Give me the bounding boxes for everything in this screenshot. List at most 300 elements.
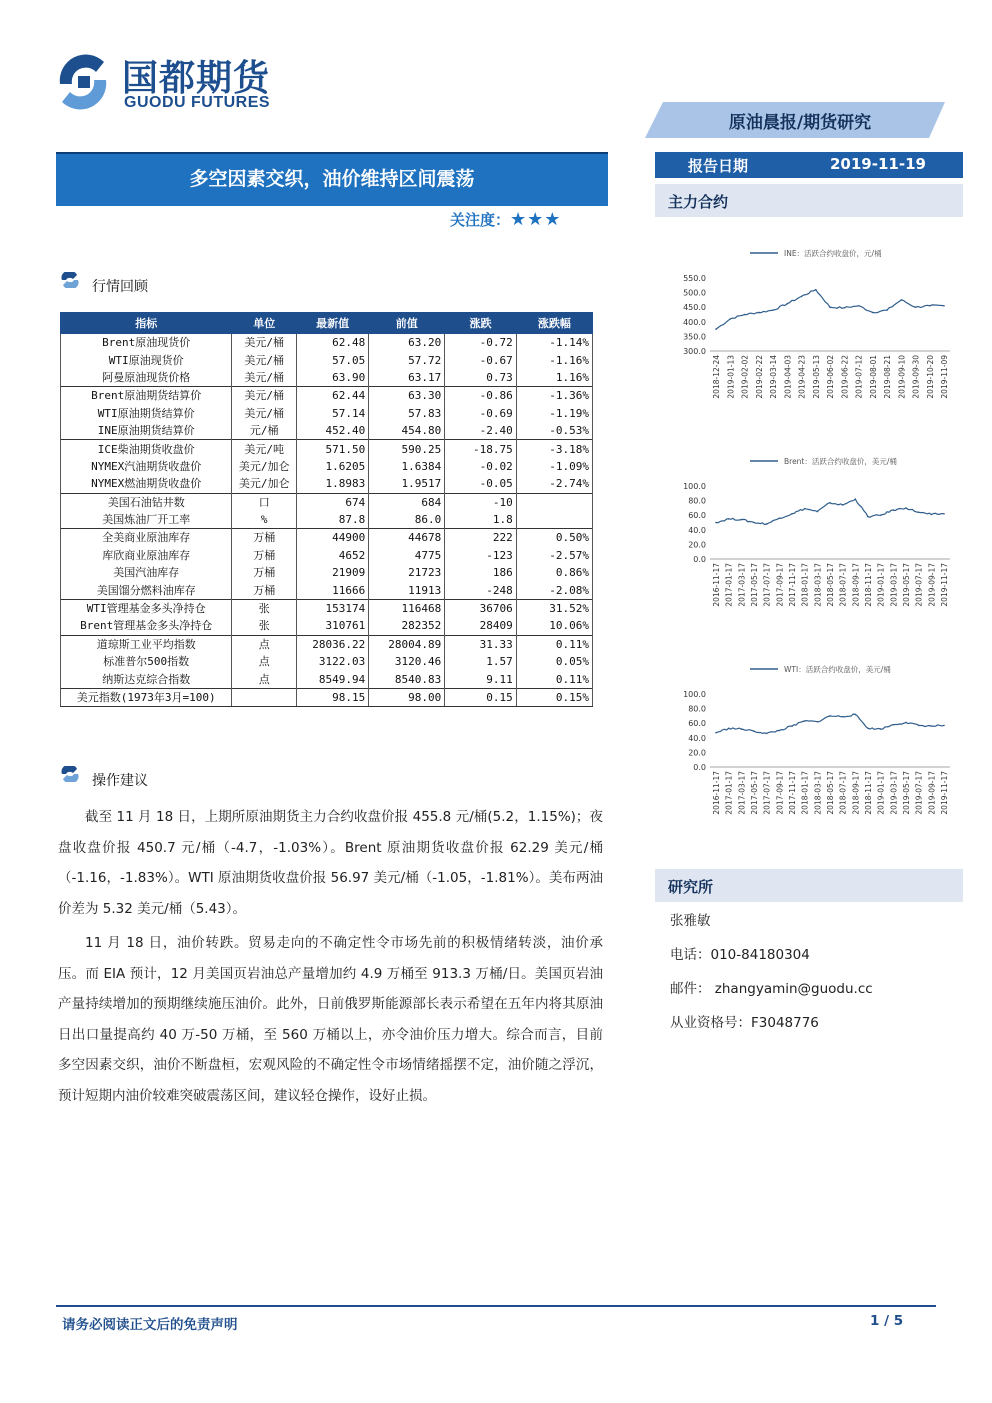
x-tick-label: 2018-07-17	[838, 563, 848, 607]
y-tick-label: 450.0	[683, 303, 706, 313]
logo-chinese-name: 国都期货	[122, 58, 271, 99]
x-tick-label: 2019-08-21	[883, 355, 892, 399]
table-cell: 36706	[445, 599, 516, 617]
report-date-label: 报告日期	[688, 157, 749, 175]
data-point	[766, 733, 768, 735]
analyst-name: 张雅敏	[670, 913, 711, 929]
y-tick-label: 400.0	[683, 317, 706, 327]
table-row	[61, 440, 593, 458]
x-tick-label: 2019-08-01	[868, 355, 878, 399]
page-number: 1 / 5	[870, 1313, 904, 1329]
x-tick-label: 2019-03-14	[769, 355, 778, 399]
table-header: 涨跌幅	[516, 313, 592, 334]
table-row	[61, 529, 593, 547]
data-point	[893, 724, 895, 726]
data-point	[766, 523, 768, 525]
table-cell: -2.74%	[516, 475, 592, 493]
y-tick-label: 500.0	[683, 288, 706, 298]
table-cell: 4652	[297, 547, 369, 564]
y-tick-label: 0.0	[693, 555, 706, 564]
table-cell: 63.17	[369, 369, 445, 387]
data-point	[880, 514, 882, 516]
data-point	[867, 728, 869, 730]
table-cell	[516, 511, 592, 529]
table-cell: 310761	[297, 617, 369, 635]
table-cell: 美国石油钻井数	[61, 493, 232, 511]
data-point	[715, 732, 717, 734]
star-rating-icon: ★★★	[510, 209, 562, 230]
x-tick-label: 2018-01-17	[800, 563, 810, 607]
table-cell: -18.75	[445, 440, 516, 458]
table-cell: 美元/桶	[232, 351, 297, 368]
x-tick-label: 2017-11-17	[788, 771, 797, 815]
x-tick-label: 2019-03-17	[889, 563, 899, 607]
table-cell: 库欣商业原油库存	[61, 547, 232, 564]
table-header: 前值	[369, 313, 445, 334]
table-cell: 万桶	[232, 547, 297, 564]
table-cell: Brent管理基金多头净持仓	[61, 617, 232, 635]
table-row	[61, 458, 593, 475]
analyst-phone: 电话：010-84180304	[670, 947, 810, 963]
table-cell: 44900	[297, 529, 369, 547]
table-cell: 8549.94	[297, 670, 369, 688]
x-tick-label: 2019-11-17	[940, 771, 949, 815]
x-tick-label: 2019-06-22	[840, 355, 850, 399]
data-point	[842, 716, 844, 718]
table-row	[61, 334, 593, 352]
footer-disclaimer: 请务必阅读正文后的免责声明	[62, 1317, 238, 1333]
table-row	[61, 653, 593, 670]
table-row	[61, 351, 593, 368]
y-tick-label: 20.0	[688, 540, 706, 550]
x-tick-label: 2017-11-17	[788, 563, 797, 607]
table-cell: 21909	[297, 564, 369, 581]
table-cell: 116468	[369, 599, 445, 617]
table-cell: 28036.22	[297, 635, 369, 653]
data-point	[815, 289, 817, 291]
logo-english-name: GUODU FUTURES	[124, 94, 271, 111]
table-cell: 57.83	[369, 405, 445, 422]
table-cell: -0.69	[445, 405, 516, 422]
data-point	[855, 498, 857, 500]
table-row	[61, 422, 593, 440]
data-point	[779, 517, 781, 519]
table-cell: 点	[232, 635, 297, 653]
table-cell: 1.16%	[516, 369, 592, 387]
table-cell: -2.40	[445, 422, 516, 440]
data-point	[829, 306, 831, 308]
data-point	[918, 725, 920, 727]
x-tick-label: 2019-02-22	[754, 355, 764, 399]
table-cell: -1.19%	[516, 405, 592, 422]
data-point	[829, 502, 831, 504]
brent-price-chart	[660, 448, 960, 628]
table-cell: -0.72	[445, 334, 516, 352]
table-cell: 元/桶	[232, 422, 297, 440]
table-cell: 阿曼原油现货价格	[61, 369, 232, 387]
table-row	[61, 617, 593, 635]
table-cell: 万桶	[232, 581, 297, 599]
data-point	[886, 309, 888, 311]
table-cell: 62.48	[297, 334, 369, 352]
data-point	[786, 303, 788, 305]
data-point	[741, 728, 743, 730]
y-tick-label: 40.0	[688, 733, 706, 743]
table-cell: 63.90	[297, 369, 369, 387]
table-header: 指标	[61, 313, 232, 334]
table-cell: 美元/桶	[232, 369, 297, 387]
data-point	[905, 722, 907, 724]
x-tick-label: 2017-01-17	[724, 771, 734, 815]
x-tick-label: 2018-07-17	[838, 771, 848, 815]
x-tick-label: 2017-03-17	[737, 771, 747, 815]
table-cell: 0.15%	[516, 688, 592, 706]
table-cell: 美元/桶	[232, 405, 297, 422]
table-cell: 98.00	[369, 688, 445, 706]
table-cell: 11913	[369, 581, 445, 599]
table-cell: 57.72	[369, 351, 445, 368]
legend-label: Brent：活跃合约收盘价，美元/桶	[784, 457, 897, 466]
x-tick-label: 2018-09-17	[851, 771, 861, 815]
table-row	[61, 511, 593, 529]
main-contract-title: 主力合约	[668, 193, 729, 211]
x-tick-label: 2019-10-20	[925, 355, 935, 399]
table-cell: 62.44	[297, 387, 369, 405]
table-row	[61, 564, 593, 581]
table-cell: 63.30	[369, 387, 445, 405]
x-tick-label: 2019-05-13	[811, 355, 821, 399]
data-point	[943, 305, 945, 307]
table-cell: -1.09%	[516, 458, 592, 475]
data-point	[905, 507, 907, 509]
table-row	[61, 405, 593, 422]
x-tick-label: 2019-01-17	[876, 771, 886, 815]
y-tick-label: 350.0	[683, 332, 706, 342]
table-cell: -1.14%	[516, 334, 592, 352]
table-cell: 63.20	[369, 334, 445, 352]
table-cell: 28409	[445, 617, 516, 635]
data-point	[791, 513, 793, 515]
table-cell: 0.05%	[516, 653, 592, 670]
y-tick-label: 40.0	[688, 525, 706, 535]
footer-rule	[56, 1305, 936, 1307]
table-row	[61, 599, 593, 617]
x-tick-label: 2018-05-17	[826, 563, 835, 607]
table-cell: 1.8	[445, 511, 516, 529]
legend-label: INE：活跃合约收盘价，元/桶	[784, 249, 882, 258]
data-point	[867, 516, 869, 518]
table-cell: 0.11%	[516, 670, 592, 688]
table-cell: 点	[232, 670, 297, 688]
x-tick-label: 2018-01-17	[800, 771, 810, 815]
table-cell: 87.8	[297, 511, 369, 529]
table-cell: 674	[297, 493, 369, 511]
data-point	[893, 509, 895, 511]
data-point	[872, 312, 874, 314]
table-cell: 684	[369, 493, 445, 511]
data-point	[900, 299, 902, 301]
data-point	[915, 306, 917, 308]
table-cell: -0.86	[445, 387, 516, 405]
x-tick-label: 2019-03-17	[889, 771, 899, 815]
table-cell: 282352	[369, 617, 445, 635]
table-cell: Brent原油期货结算价	[61, 387, 232, 405]
y-tick-label: 100.0	[683, 482, 706, 491]
table-cell: 86.0	[369, 511, 445, 529]
table-cell: 万桶	[232, 529, 297, 547]
table-cell: 98.15	[297, 688, 369, 706]
table-cell: 全美商业原油库存	[61, 529, 232, 547]
data-point	[729, 318, 731, 320]
table-cell: -3.18%	[516, 440, 592, 458]
y-tick-label: 60.0	[688, 511, 706, 521]
table-cell: WTI原油期货结算价	[61, 405, 232, 422]
table-cell: 美国馏分燃料油库存	[61, 581, 232, 599]
data-point	[779, 730, 781, 732]
wti-price-chart	[660, 656, 960, 836]
data-point	[829, 715, 831, 717]
table-cell: 美国汽油库存	[61, 564, 232, 581]
table-cell: 3120.46	[369, 653, 445, 670]
market-data-table	[60, 312, 593, 707]
table-cell: 11666	[297, 581, 369, 599]
x-tick-label: 2019-05-17	[902, 771, 911, 815]
table-cell: 美国炼油厂开工率	[61, 511, 232, 529]
table-cell: 点	[232, 653, 297, 670]
data-point	[728, 518, 730, 520]
x-tick-label: 2019-01-13	[726, 355, 736, 399]
y-tick-label: 300.0	[683, 347, 706, 356]
table-cell: 186	[445, 564, 516, 581]
x-tick-label: 2018-11-17	[864, 771, 873, 815]
table-cell: -248	[445, 581, 516, 599]
table-row	[61, 387, 593, 405]
table-cell: 美元指数(1973年3月=100)	[61, 688, 232, 706]
section-bullet-icon	[60, 272, 80, 288]
table-row	[61, 688, 593, 706]
table-cell: 44678	[369, 529, 445, 547]
table-row	[61, 635, 593, 653]
data-point	[880, 728, 882, 730]
advice-paragraph-2: 11 月 18 日，油价转跌。贸易走向的不确定性令市场先前的积极情绪转淡，油价承压。而 EIA 预计，12 月美国页岩油总产量增加约 4.9 万桶至 913.3 万桶/日。美国页岩油产量持续增加的预期继续施压油价。此外，日前俄罗斯能源部长表示希望在五年内将其原油日出口量提高约 40 万-50 万桶，至 560 万桶以上，亦令油价压力增大。综合而言，目前多空因素交织，油价不断盘桓，宏观风险的不确定性令市场情绪摇摆不定，油价随之浮沉，预计短期内油价较难突破震荡区间，建议轻仓操作，设好止损。	[58, 935, 603, 1104]
x-tick-label: 2019-02-02	[740, 355, 750, 399]
table-cell: 222	[445, 529, 516, 547]
table-cell: 10.06%	[516, 617, 592, 635]
table-cell: 0.73	[445, 369, 516, 387]
data-point	[753, 522, 755, 524]
x-tick-label: 2019-09-30	[911, 355, 921, 399]
table-cell: 美元/吨	[232, 440, 297, 458]
table-cell: 美元/桶	[232, 387, 297, 405]
table-cell: 美元/加仑	[232, 475, 297, 493]
analyst-license: 从业资格号：F3048776	[670, 1015, 819, 1031]
report-date-value: 2019-11-19	[830, 155, 926, 173]
x-tick-label: 2017-09-17	[775, 563, 785, 607]
ine-price-chart	[660, 240, 960, 410]
table-cell: 纳斯达克综合指数	[61, 670, 232, 688]
data-point	[744, 314, 746, 316]
table-cell: 3122.03	[297, 653, 369, 670]
y-tick-label: 80.0	[688, 704, 706, 714]
data-point	[918, 511, 920, 513]
table-cell: -123	[445, 547, 516, 564]
table-cell: 57.05	[297, 351, 369, 368]
table-cell: 28004.89	[369, 635, 445, 653]
data-point	[817, 511, 819, 513]
x-tick-label: 2017-05-17	[750, 563, 759, 607]
x-tick-label: 2017-07-17	[762, 771, 772, 815]
guodu-logo-mark-icon	[52, 50, 114, 114]
table-header: 最新值	[297, 313, 369, 334]
table-cell: 0.86%	[516, 564, 592, 581]
focus-rating	[450, 209, 561, 230]
analyst-email: 邮件： zhangyamin@guodu.cc	[670, 981, 873, 997]
table-cell: 张	[232, 599, 297, 617]
x-tick-label: 2018-03-17	[813, 563, 823, 607]
series-line	[716, 290, 944, 329]
advice-paragraph-1: 截至 11 月 18 日，上期所原油期货主力合约收盘价报 455.8 元/桶(5.2，1.15%)；夜盘收盘价报 450.7 元/桶（-4.7，-1.03%）。Brent 原油期货收盘价报 62.29 美元/桶（-1.16，-1.83%）。WTI 原油期货收盘价报 56.97 美元/桶（-1.05，-1.81%）。美布两油价差为 5.32 美元/桶（5.43）。	[58, 809, 603, 917]
table-cell: -2.08%	[516, 581, 592, 599]
table-cell: 1.6384	[369, 458, 445, 475]
y-tick-label: 60.0	[688, 719, 706, 729]
y-tick-label: 550.0	[683, 274, 706, 283]
table-header: 涨跌	[445, 313, 516, 334]
data-point	[715, 522, 717, 524]
data-point	[801, 296, 803, 298]
data-point	[931, 725, 933, 727]
table-cell: 1.57	[445, 653, 516, 670]
x-tick-label: 2019-09-17	[927, 771, 937, 815]
table-cell: 454.80	[369, 422, 445, 440]
data-point	[715, 328, 717, 330]
table-cell: 31.52%	[516, 599, 592, 617]
table-header: 单位	[232, 313, 297, 334]
table-cell: 道琼斯工业平均指数	[61, 635, 232, 653]
table-cell: NYMEX燃油期货收盘价	[61, 475, 232, 493]
table-row	[61, 670, 593, 688]
table-cell: 57.14	[297, 405, 369, 422]
data-point	[842, 504, 844, 506]
table-cell: WTI原油现货价	[61, 351, 232, 368]
x-tick-label: 2019-05-17	[902, 563, 911, 607]
x-tick-label: 2017-01-17	[724, 563, 734, 607]
x-tick-label: 2018-11-17	[864, 563, 873, 607]
table-cell	[232, 688, 297, 706]
table-cell: 1.8983	[297, 475, 369, 493]
x-tick-label: 2017-03-17	[737, 563, 747, 607]
x-tick-label: 2019-09-17	[927, 563, 937, 607]
table-cell: INE原油期货结算价	[61, 422, 232, 440]
y-tick-label: 0.0	[693, 763, 706, 772]
report-title: 多空因素交织，油价维持区间震荡	[189, 168, 475, 190]
table-cell: 0.11%	[516, 635, 592, 653]
table-cell: -1.36%	[516, 387, 592, 405]
x-tick-label: 2018-03-17	[813, 771, 823, 815]
data-point	[817, 721, 819, 723]
table-row	[61, 369, 593, 387]
table-cell: 8540.83	[369, 670, 445, 688]
data-point	[791, 725, 793, 727]
data-point	[728, 728, 730, 730]
x-tick-label: 2018-12-24	[712, 355, 721, 399]
table-cell: WTI管理基金多头净持仓	[61, 599, 232, 617]
table-cell: 153174	[297, 599, 369, 617]
x-tick-label: 2019-09-10	[897, 355, 907, 399]
x-tick-label: 2016-11-17	[712, 771, 721, 815]
table-cell: 口	[232, 493, 297, 511]
series-line	[716, 714, 944, 733]
data-point	[931, 514, 933, 516]
focus-label: 关注度：	[450, 211, 511, 229]
table-cell: -0.02	[445, 458, 516, 475]
data-point	[804, 720, 806, 722]
table-cell: 31.33	[445, 635, 516, 653]
table-cell: -0.67	[445, 351, 516, 368]
x-tick-label: 2017-07-17	[762, 563, 772, 607]
section-title-advice: 操作建议	[92, 773, 148, 789]
x-tick-label: 2019-07-17	[914, 563, 924, 607]
data-point	[858, 305, 860, 307]
table-row	[61, 547, 593, 564]
report-type-label: 原油晨报/期货研究	[728, 113, 872, 133]
table-cell: 1.6205	[297, 458, 369, 475]
x-tick-label: 2019-07-12	[854, 355, 864, 399]
research-title: 研究所	[668, 878, 714, 896]
data-point	[855, 714, 857, 716]
table-cell: 571.50	[297, 440, 369, 458]
table-cell: -0.53%	[516, 422, 592, 440]
x-tick-label: 2019-04-23	[797, 355, 807, 399]
section-title-market-review: 行情回顾	[92, 279, 148, 295]
x-tick-label: 2018-09-17	[851, 563, 861, 607]
data-point	[804, 508, 806, 510]
table-cell	[516, 493, 592, 511]
table-cell: %	[232, 511, 297, 529]
table-cell: -10	[445, 493, 516, 511]
table-cell: 美元/桶	[232, 334, 297, 352]
table-cell: 万桶	[232, 564, 297, 581]
table-cell: Brent原油现货价	[61, 334, 232, 352]
legend-label: WTI：活跃合约收盘价，美元/桶	[784, 665, 891, 674]
x-tick-label: 2016-11-17	[712, 563, 721, 607]
table-cell: 21723	[369, 564, 445, 581]
x-tick-label: 2019-01-17	[876, 563, 886, 607]
x-tick-label: 2019-11-09	[940, 355, 949, 399]
table-row	[61, 493, 593, 511]
data-point	[943, 725, 945, 727]
x-tick-label: 2019-07-17	[914, 771, 924, 815]
table-cell: NYMEX汽油期货收盘价	[61, 458, 232, 475]
x-tick-label: 2019-04-03	[783, 355, 793, 399]
table-cell: 张	[232, 617, 297, 635]
table-cell: -2.57%	[516, 547, 592, 564]
data-point	[758, 312, 760, 314]
data-point	[772, 309, 774, 311]
x-tick-label: 2017-09-17	[775, 771, 785, 815]
table-cell: 590.25	[369, 440, 445, 458]
table-cell: 0.50%	[516, 529, 592, 547]
x-tick-label: 2018-05-17	[826, 771, 835, 815]
y-tick-label: 20.0	[688, 748, 706, 758]
y-tick-label: 100.0	[683, 690, 706, 699]
data-point	[753, 730, 755, 732]
table-cell: 0.15	[445, 688, 516, 706]
table-cell: 452.40	[297, 422, 369, 440]
table-header-row	[61, 313, 593, 334]
table-cell: 4775	[369, 547, 445, 564]
x-tick-label: 2017-05-17	[750, 771, 759, 815]
table-cell: 标准普尔500指数	[61, 653, 232, 670]
